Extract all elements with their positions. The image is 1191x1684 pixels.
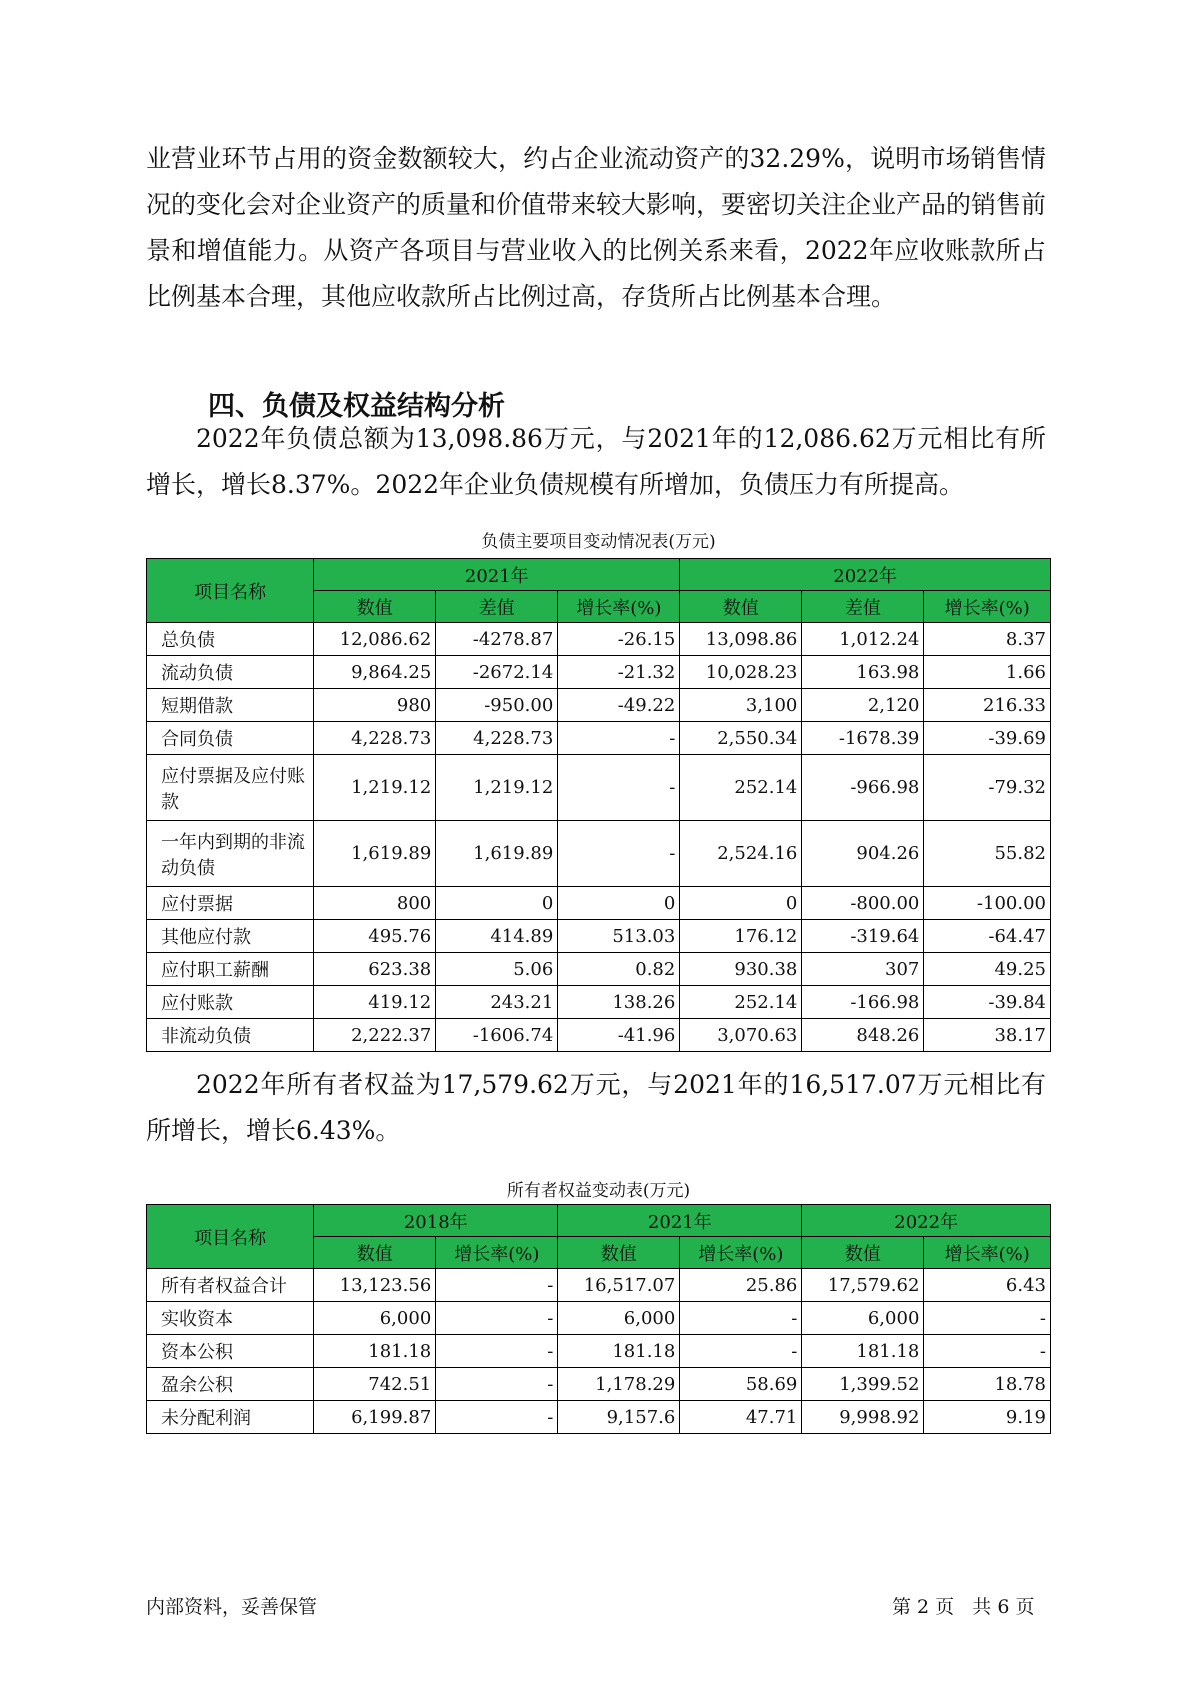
table-row [147, 1269, 1051, 1302]
footer-confidential-note: 内部资料，妥善保管 [146, 1596, 318, 1618]
footer-total: 共 6 页 [972, 1596, 1035, 1618]
cell-value: - [924, 1302, 1051, 1335]
cell-value: 163.98 [802, 656, 924, 689]
cell-value: 2,222.37 [314, 1019, 436, 1052]
row-label: 应付职工薪酬 [147, 953, 314, 986]
table-row [147, 1302, 1051, 1335]
cell-value: 243.21 [436, 986, 558, 1019]
cell-value: 414.89 [436, 920, 558, 953]
cell-value: 3,100 [680, 689, 802, 722]
cell-value: -21.32 [558, 656, 680, 689]
cell-value: - [436, 1335, 558, 1368]
cell-value: 0 [436, 887, 558, 920]
sub-header: 差值 [802, 591, 924, 623]
cell-value: -49.22 [558, 689, 680, 722]
cell-value: - [436, 1368, 558, 1401]
sub-header: 数值 [680, 591, 802, 623]
row-label: 盈余公积 [147, 1368, 314, 1401]
cell-value: 1,619.89 [436, 821, 558, 887]
sub-header: 数值 [802, 1237, 924, 1269]
cell-value: 216.33 [924, 689, 1051, 722]
cell-value: 930.38 [680, 953, 802, 986]
row-label: 合同负债 [147, 722, 314, 755]
table-row [147, 722, 1051, 755]
cell-value: 16,517.07 [558, 1269, 680, 1302]
sub-header: 增长率(%) [680, 1237, 802, 1269]
cell-value: - [680, 1302, 802, 1335]
cell-value: - [436, 1269, 558, 1302]
sub-header: 数值 [314, 591, 436, 623]
cell-value: 1,219.12 [436, 755, 558, 821]
cell-value: 138.26 [558, 986, 680, 1019]
cell-value: - [924, 1335, 1051, 1368]
table-row [147, 953, 1051, 986]
year-header: 2021年 [314, 559, 680, 591]
cell-value: 9,157.6 [558, 1401, 680, 1434]
row-label: 未分配利润 [147, 1401, 314, 1434]
cell-value: 10,028.23 [680, 656, 802, 689]
cell-value: - [436, 1401, 558, 1434]
table-row [147, 623, 1051, 656]
cell-value: 13,123.56 [314, 1269, 436, 1302]
cell-value: 980 [314, 689, 436, 722]
cell-value: -2672.14 [436, 656, 558, 689]
table-row [147, 1019, 1051, 1052]
cell-value: 58.69 [680, 1368, 802, 1401]
cell-value: 4,228.73 [436, 722, 558, 755]
cell-value: 181.18 [314, 1335, 436, 1368]
cell-value: 0 [680, 887, 802, 920]
year-header: 2018年 [314, 1205, 558, 1237]
cell-value: 55.82 [924, 821, 1051, 887]
cell-value: 307 [802, 953, 924, 986]
cell-value: 904.26 [802, 821, 924, 887]
cell-value: 742.51 [314, 1368, 436, 1401]
cell-value: 2,550.34 [680, 722, 802, 755]
equity-paragraph: 2022年所有者权益为17,579.62万元，与2021年的16,517.07万元相比有所增长，增长6.43%。 [146, 1070, 1046, 1145]
row-label: 非流动负债 [147, 1019, 314, 1052]
equity-table [146, 1204, 1051, 1434]
sub-header: 数值 [558, 1237, 680, 1269]
cell-value: 848.26 [802, 1019, 924, 1052]
cell-value: 49.25 [924, 953, 1051, 986]
cell-value: 1,178.29 [558, 1368, 680, 1401]
liability-table-caption: 负债主要项目变动情况表(万元) [481, 532, 716, 552]
cell-value: 17,579.62 [802, 1269, 924, 1302]
cell-value: 4,228.73 [314, 722, 436, 755]
cell-value: -100.00 [924, 887, 1051, 920]
cell-value: 9.19 [924, 1401, 1051, 1434]
cell-value: - [558, 821, 680, 887]
cell-value: 623.38 [314, 953, 436, 986]
cell-value: 1,219.12 [314, 755, 436, 821]
table-row [147, 920, 1051, 953]
cell-value: -79.32 [924, 755, 1051, 821]
table-row [147, 656, 1051, 689]
cell-value: -26.15 [558, 623, 680, 656]
cell-value: -800.00 [802, 887, 924, 920]
cell-value: 9,864.25 [314, 656, 436, 689]
cell-value: 419.12 [314, 986, 436, 1019]
cell-value: 181.18 [802, 1335, 924, 1368]
sub-header: 增长率(%) [436, 1237, 558, 1269]
row-label: 短期借款 [147, 689, 314, 722]
cell-value: 6,000 [802, 1302, 924, 1335]
cell-value: 5.06 [436, 953, 558, 986]
cell-value: 1.66 [924, 656, 1051, 689]
cell-value: 176.12 [680, 920, 802, 953]
cell-value: 6,000 [558, 1302, 680, 1335]
row-label: 所有者权益合计 [147, 1269, 314, 1302]
intro-paragraph: 业营业环节占用的资金数额较大，约占企业流动资产的32.29%，说明市场销售情况的变化会对企业资产的质量和价值带来较大影响，要密切关注企业产品的销售前景和增值能力。从资产各项目与营业收入的比例关系来看，2022年应收账款所占比例基本合理，其他应收款所占比例过高，存货所占比例基本合理。 [146, 144, 1047, 311]
cell-value: 1,619.89 [314, 821, 436, 887]
row-label: 流动负债 [147, 656, 314, 689]
cell-value: 513.03 [558, 920, 680, 953]
table-row [147, 1401, 1051, 1434]
cell-value: 3,070.63 [680, 1019, 802, 1052]
cell-value: 9,998.92 [802, 1401, 924, 1434]
cell-value: - [558, 722, 680, 755]
cell-value: - [436, 1302, 558, 1335]
cell-value: 2,120 [802, 689, 924, 722]
cell-value: - [680, 1335, 802, 1368]
cell-value: -166.98 [802, 986, 924, 1019]
cell-value: 47.71 [680, 1401, 802, 1434]
table-row [147, 755, 1051, 821]
sub-header: 差值 [436, 591, 558, 623]
cell-value: 6,199.87 [314, 1401, 436, 1434]
row-label: 应付票据及应付账款 [147, 755, 314, 821]
equity-table-caption: 所有者权益变动表(万元) [506, 1181, 691, 1201]
cell-value: 0.82 [558, 953, 680, 986]
cell-value: 2,524.16 [680, 821, 802, 887]
cell-value: 6,000 [314, 1302, 436, 1335]
row-label: 应付票据 [147, 887, 314, 920]
cell-value: 13,098.86 [680, 623, 802, 656]
footer-page-number [892, 1592, 1034, 1619]
cell-value: -41.96 [558, 1019, 680, 1052]
footer-page: 第 2 页 [892, 1596, 955, 1618]
cell-value: 181.18 [558, 1335, 680, 1368]
cell-value: -950.00 [436, 689, 558, 722]
cell-value: 8.37 [924, 623, 1051, 656]
row-label: 一年内到期的非流动负债 [147, 821, 314, 887]
table-row [147, 986, 1051, 1019]
year-header: 2022年 [680, 559, 1051, 591]
sub-header: 增长率(%) [924, 591, 1051, 623]
cell-value: 12,086.62 [314, 623, 436, 656]
name-header: 项目名称 [147, 559, 314, 623]
table-row [147, 887, 1051, 920]
cell-value: 6.43 [924, 1269, 1051, 1302]
cell-value: - [558, 755, 680, 821]
cell-value: 38.17 [924, 1019, 1051, 1052]
cell-value: -1606.74 [436, 1019, 558, 1052]
cell-value: -39.84 [924, 986, 1051, 1019]
table-row [147, 1335, 1051, 1368]
name-header: 项目名称 [147, 1205, 314, 1269]
row-label: 资本公积 [147, 1335, 314, 1368]
cell-value: 252.14 [680, 986, 802, 1019]
row-label: 其他应付款 [147, 920, 314, 953]
cell-value: -39.69 [924, 722, 1051, 755]
sub-header: 增长率(%) [924, 1237, 1051, 1269]
cell-value: 0 [558, 887, 680, 920]
table-row [147, 689, 1051, 722]
cell-value: -64.47 [924, 920, 1051, 953]
cell-value: 25.86 [680, 1269, 802, 1302]
row-label: 实收资本 [147, 1302, 314, 1335]
sub-header: 数值 [314, 1237, 436, 1269]
year-header: 2021年 [558, 1205, 802, 1237]
row-label: 应付账款 [147, 986, 314, 1019]
cell-value: -319.64 [802, 920, 924, 953]
year-header: 2022年 [802, 1205, 1051, 1237]
row-label: 总负债 [147, 623, 314, 656]
cell-value: -1678.39 [802, 722, 924, 755]
liability-paragraph: 2022年负债总额为13,098.86万元，与2021年的12,086.62万元相比有所增长，增长8.37%。2022年企业负债规模有所增加，负债压力有所提高。 [146, 424, 1046, 499]
table-row [147, 821, 1051, 887]
cell-value: 18.78 [924, 1368, 1051, 1401]
cell-value: 1,399.52 [802, 1368, 924, 1401]
section-heading: 四、负债及权益结构分析 [208, 391, 505, 422]
cell-value: -966.98 [802, 755, 924, 821]
cell-value: 495.76 [314, 920, 436, 953]
cell-value: 1,012.24 [802, 623, 924, 656]
cell-value: -4278.87 [436, 623, 558, 656]
cell-value: 800 [314, 887, 436, 920]
sub-header: 增长率(%) [558, 591, 680, 623]
liability-table [146, 558, 1051, 1052]
table-row [147, 1368, 1051, 1401]
cell-value: 252.14 [680, 755, 802, 821]
